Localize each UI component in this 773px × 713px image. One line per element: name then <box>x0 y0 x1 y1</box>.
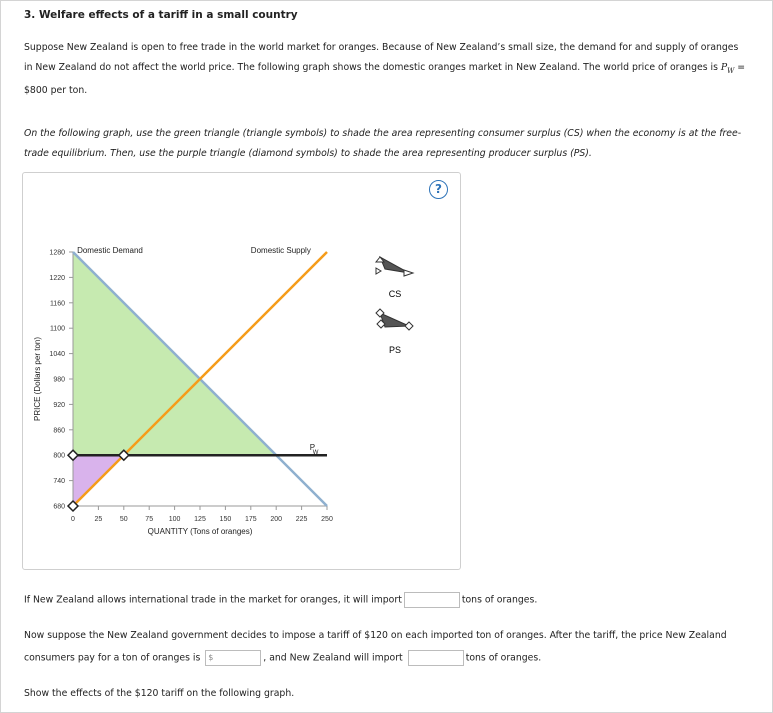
intro-tail: = $800 per ton. <box>24 61 746 96</box>
x-tick-label: 250 <box>321 516 333 523</box>
y-tick-label: 1100 <box>49 325 65 333</box>
question-2-line-1: Now suppose the New Zealand government decides to impose a tariff of $120 on each imported ton of oranges. After the tariff, the price New Zealand <box>24 630 727 641</box>
x-tick-label: 75 <box>145 516 154 523</box>
x-tick-label: 125 <box>194 516 206 523</box>
q2-text-before-price: consumers pay for a ton of oranges is <box>24 652 201 664</box>
demand-label: Domestic Demand <box>77 246 143 255</box>
cs-tool-label: CS <box>388 289 402 299</box>
final-instruction: Show the effects of the $120 tariff on the following graph. <box>24 688 295 699</box>
x-axis-title: QUANTITY (Tons of oranges) <box>147 527 253 536</box>
y-tick-label: 1280 <box>49 249 65 257</box>
x-tick-label: 0 <box>71 516 75 523</box>
cs-tool-handle-icon <box>376 268 381 274</box>
y-tick-label: 740 <box>53 478 65 486</box>
y-tick-label: 920 <box>53 401 65 409</box>
q2-text-after: tons of oranges. <box>465 652 542 664</box>
x-tick-label: 50 <box>119 516 128 523</box>
tariff-import-input[interactable] <box>408 650 464 666</box>
world-price-symbol: $P_W$ <box>720 61 735 75</box>
cs-tool[interactable] <box>376 257 413 299</box>
q1-text-after: tons of oranges. <box>461 594 538 606</box>
x-tick-label: 175 <box>244 516 257 523</box>
tariff-price-input[interactable]: $ <box>205 650 261 666</box>
help-button[interactable]: ? <box>429 180 448 199</box>
question-1 <box>24 592 537 608</box>
world-price-sub-label: W <box>312 450 319 457</box>
q2-text-between: , and New Zealand will import <box>263 652 403 664</box>
x-tick-label: 25 <box>94 516 103 523</box>
question-2-line-2 <box>24 650 541 666</box>
ps-tool[interactable] <box>376 309 413 355</box>
question-title: 3. Welfare effects of a tariff in a small country <box>24 9 298 21</box>
y-tick-label: 1160 <box>49 300 65 308</box>
intro-text: Suppose New Zealand is open to free trade in the world market for oranges. Because of New Zealand’s small size, the demand for and supply of oranges in New Zealand do not affect the world price. The following graph shows the domestic oranges market in New Zealand. The world price of oranges is <box>24 42 739 73</box>
y-tick-label: 1220 <box>49 274 65 282</box>
y-tick-label: 680 <box>53 503 65 511</box>
y-tick-label: 1040 <box>49 351 65 359</box>
x-tick-label: 100 <box>168 516 181 523</box>
supply-label: Domestic Supply <box>250 246 311 255</box>
ps-tool-handle-icon <box>405 322 413 330</box>
y-tick-label: 980 <box>53 376 65 384</box>
world-price-label: P <box>309 443 316 453</box>
x-tick-label: 150 <box>219 516 232 523</box>
y-axis-title: PRICE (Dollars per ton) <box>33 336 42 422</box>
y-tick-label: 800 <box>53 452 65 460</box>
q1-text-before: If New Zealand allows international trade in the market for oranges, it will import <box>24 594 402 606</box>
ps-tool-label: PS <box>388 345 402 355</box>
y-tick-label: 860 <box>53 427 65 435</box>
x-tick-label: 225 <box>295 516 308 523</box>
graph-instructions: On the following graph, use the green triangle (triangle symbols) to shade the area representing consumer surplus (CS) when the economy is at the free-trade equilibrium. Then, use the purple triangle (diamond symbols) to shade the area representing producer surplus (PS). <box>24 128 742 159</box>
cs-tool-handle-icon <box>404 270 413 276</box>
x-tick-label: 200 <box>270 516 283 523</box>
import-quantity-input[interactable] <box>404 592 460 608</box>
